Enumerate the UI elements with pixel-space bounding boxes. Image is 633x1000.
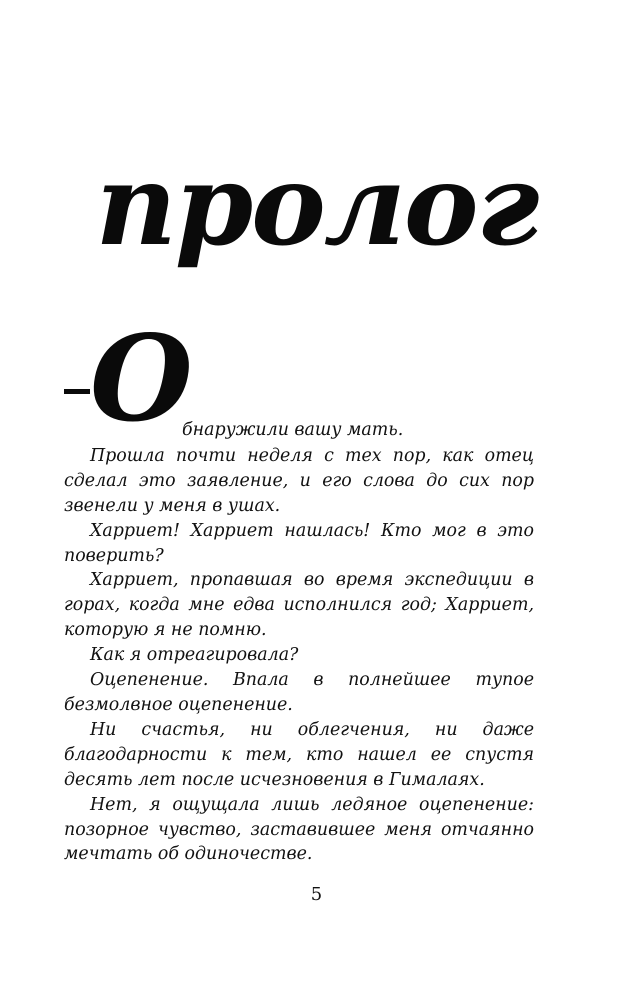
- paragraph: Прошла почти неделя с тех пор, как отец сделал это заявление, и его слова до сих пор звенели у меня в ушах.: [64, 445, 534, 516]
- paragraph: Нет, я ощущала лишь ледяное оцепенение: позорное чувство, заставившее меня отчаянно мечтать об одиночестве.: [64, 794, 534, 865]
- body-text: [64, 418, 534, 867]
- paragraph: Как я отреагировала?: [90, 645, 299, 666]
- chapter-title: пролог: [95, 140, 538, 271]
- dialogue-dash: [64, 389, 90, 394]
- paragraph: Оцепенение. Впала в полнейшее тупое безмолвное оцепенение.: [64, 670, 534, 715]
- drop-cap-letter: О: [90, 309, 193, 448]
- paragraph: бнаружили вашу мать.: [182, 420, 404, 440]
- paragraph: Харриет, пропавшая во время экспедиции в горах, когда мне едва исполнился год; Харриет, которую я не помню.: [64, 570, 534, 641]
- paragraph: Харриет! Харриет нашлась! Кто мог в это поверить?: [64, 520, 534, 566]
- paragraph: Ни счастья, ни облегчения, ни даже благодарности к тем, кто нашел ее спустя десять лет после исчезновения в Гималаях.: [64, 719, 534, 790]
- page-number: 5: [310, 884, 323, 905]
